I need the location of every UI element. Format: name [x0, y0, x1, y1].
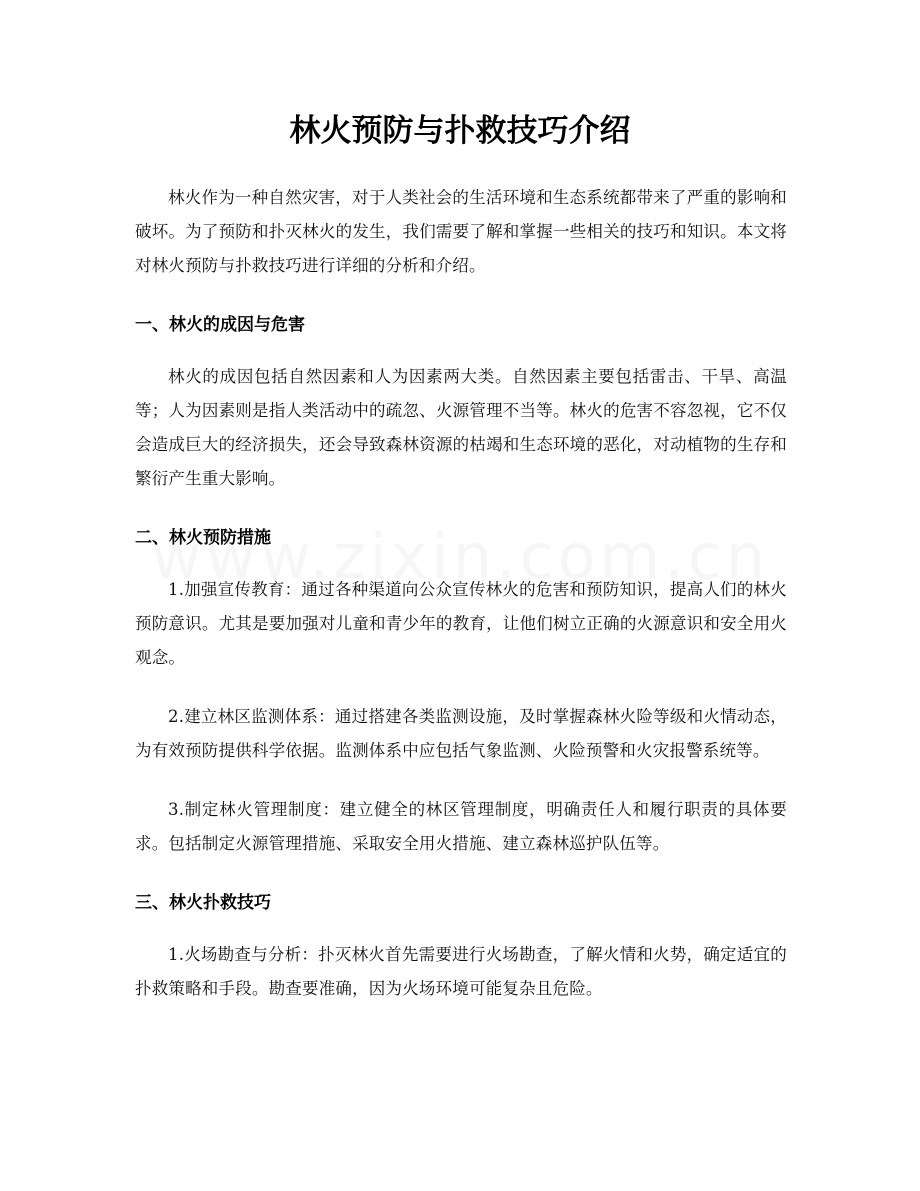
paragraph-prevention-1: 1.加强宣传教育：通过各种渠道向公众宣传林火的危害和预防知识，提高人们的林火预防意识。尤其是要加强对儿童和青少年的教育，让他们树立正确的火源意识和安全用火观念。 [135, 580, 787, 667]
paragraph-causes: 林火的成因包括自然因素和人为因素两大类。自然因素主要包括雷击、干旱、高温等；人为因素则是指人类活动中的疏忽、火源管理不当等。林火的危害不容忽视，它不仅会造成巨大的经济损失，还会导致森林资源的枯竭和生态环境的恶化，对动植物的生存和繁衍产生重大影响。 [135, 367, 787, 488]
paragraph-firefighting-1: 1.火场勘查与分析：扑灭林火首先需要进行火场勘查，了解火情和火势，确定适宜的扑救策略和手段。勘查要准确，因为火场环境可能复杂且危险。 [135, 945, 787, 998]
page-title: 林火预防与扑救技巧介绍 [289, 113, 631, 149]
intro-paragraph: 林火作为一种自然灾害，对于人类社会的生活环境和生态系统都带来了严重的影响和破坏。为了预防和扑灭林火的发生，我们需要了解和掌握一些相关的技巧和知识。本文将对林火预防与扑救技巧进行详细的分析和介绍。 [135, 188, 787, 275]
paragraph-prevention-3: 3.制定林火管理制度：建立健全的林区管理制度，明确责任人和履行职责的具体要求。包括制定火源管理措施、采取安全用火措施、建立森林巡护队伍等。 [135, 800, 787, 853]
document-body [135, 181, 787, 1031]
section-heading-causes: 一、林火的成因与危害 [135, 315, 305, 335]
section-heading-prevention: 二、林火预防措施 [135, 528, 271, 548]
section-heading-firefighting: 三、林火扑救技巧 [135, 893, 271, 913]
paragraph-prevention-2: 2.建立林区监测体系：通过搭建各类监测设施，及时掌握森林火险等级和火情动态，为有效预防提供科学依据。监测体系中应包括气象监测、火险预警和火灾报警系统等。 [135, 707, 787, 760]
